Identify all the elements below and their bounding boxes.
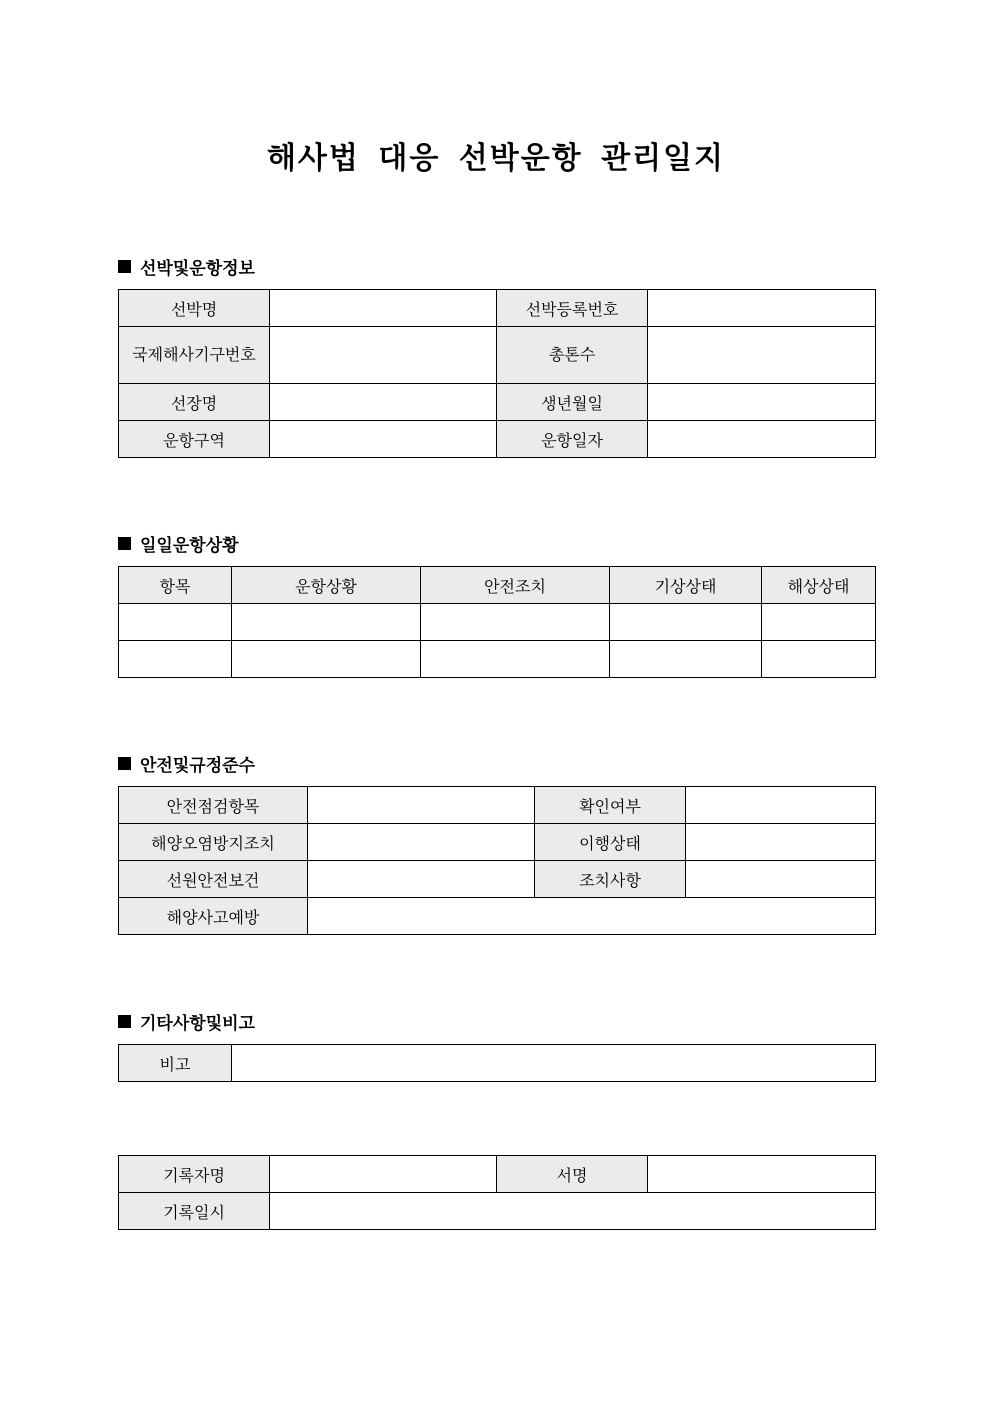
field-imo-number[interactable]: [270, 327, 497, 384]
field-birth-date[interactable]: [648, 384, 876, 421]
cell-safety-measures[interactable]: [421, 641, 610, 678]
cell-item[interactable]: [119, 604, 232, 641]
label-accident-prevention: 해양사고예방: [119, 898, 308, 935]
daily-operation-table: [118, 566, 876, 678]
cell-weather[interactable]: [610, 604, 762, 641]
label-vessel-name: 선박명: [119, 290, 270, 327]
table-header-row: [119, 567, 876, 604]
field-gross-tonnage[interactable]: [648, 327, 876, 384]
vessel-info-table: [118, 289, 876, 458]
signature-table: [118, 1155, 876, 1230]
table-row: [119, 787, 876, 824]
cell-item[interactable]: [119, 641, 232, 678]
table-row: [119, 641, 876, 678]
field-pollution-prevention[interactable]: [308, 824, 535, 861]
section-heading-vessel-info: [118, 254, 255, 279]
label-operation-area: 운항구역: [119, 421, 270, 458]
safety-compliance-table: [118, 786, 876, 935]
field-record-datetime[interactable]: [270, 1193, 876, 1230]
square-bullet-icon: [118, 1015, 131, 1028]
section-heading-label: 안전및규정준수: [140, 756, 255, 776]
label-registration-number: 선박등록번호: [497, 290, 648, 327]
table-row: [119, 384, 876, 421]
label-birth-date: 생년월일: [497, 384, 648, 421]
square-bullet-icon: [118, 260, 131, 273]
table-row: [119, 327, 876, 384]
label-safety-inspection: 안전점검항목: [119, 787, 308, 824]
field-crew-safety-health[interactable]: [308, 861, 535, 898]
column-header-safety-measures: 안전조치: [421, 567, 610, 604]
field-actions-taken[interactable]: [686, 861, 876, 898]
label-record-datetime: 기록일시: [119, 1193, 270, 1230]
field-recorder-name[interactable]: [270, 1156, 497, 1193]
label-signature: 서명: [497, 1156, 648, 1193]
label-pollution-prevention: 해양오염방지조치: [119, 824, 308, 861]
table-row: [119, 1193, 876, 1230]
label-imo-number: 국제해사기구번호: [119, 327, 270, 384]
label-remarks: 비고: [119, 1045, 232, 1082]
table-row: [119, 290, 876, 327]
section-heading-remarks: [118, 1009, 255, 1034]
field-vessel-name[interactable]: [270, 290, 497, 327]
section-heading-safety-compliance: [118, 751, 255, 776]
column-header-item: 항목: [119, 567, 232, 604]
field-registration-number[interactable]: [648, 290, 876, 327]
table-row: [119, 861, 876, 898]
field-accident-prevention[interactable]: [308, 898, 876, 935]
cell-operation-status[interactable]: [232, 604, 421, 641]
label-crew-safety-health: 선원안전보건: [119, 861, 308, 898]
field-remarks[interactable]: [232, 1045, 876, 1082]
document-title: 해사법 대응 선박운항 관리일지: [266, 141, 726, 176]
label-actions-taken: 조치사항: [535, 861, 686, 898]
cell-sea-state[interactable]: [762, 604, 876, 641]
section-heading-label: 일일운항상황: [140, 536, 239, 556]
cell-safety-measures[interactable]: [421, 604, 610, 641]
label-operation-date: 운항일자: [497, 421, 648, 458]
field-signature[interactable]: [648, 1156, 876, 1193]
label-recorder-name: 기록자명: [119, 1156, 270, 1193]
table-row: [119, 1156, 876, 1193]
label-gross-tonnage: 총톤수: [497, 327, 648, 384]
column-header-operation-status: 운항상황: [232, 567, 421, 604]
field-confirmation[interactable]: [686, 787, 876, 824]
table-row: [119, 1045, 876, 1082]
cell-operation-status[interactable]: [232, 641, 421, 678]
table-row: [119, 604, 876, 641]
square-bullet-icon: [118, 537, 131, 550]
section-heading-daily-operation: [118, 531, 239, 556]
label-implementation-status: 이행상태: [535, 824, 686, 861]
table-row: [119, 898, 876, 935]
table-row: [119, 824, 876, 861]
field-implementation-status[interactable]: [686, 824, 876, 861]
column-header-weather: 기상상태: [610, 567, 762, 604]
field-captain-name[interactable]: [270, 384, 497, 421]
section-heading-label: 기타사항및비고: [140, 1014, 255, 1034]
field-safety-inspection[interactable]: [308, 787, 535, 824]
column-header-sea-state: 해상상태: [762, 567, 876, 604]
table-row: [119, 421, 876, 458]
section-heading-label: 선박및운항정보: [140, 259, 255, 279]
field-operation-date[interactable]: [648, 421, 876, 458]
label-confirmation: 확인여부: [535, 787, 686, 824]
cell-weather[interactable]: [610, 641, 762, 678]
field-operation-area[interactable]: [270, 421, 497, 458]
remarks-table: [118, 1044, 876, 1082]
label-captain-name: 선장명: [119, 384, 270, 421]
cell-sea-state[interactable]: [762, 641, 876, 678]
square-bullet-icon: [118, 757, 131, 770]
